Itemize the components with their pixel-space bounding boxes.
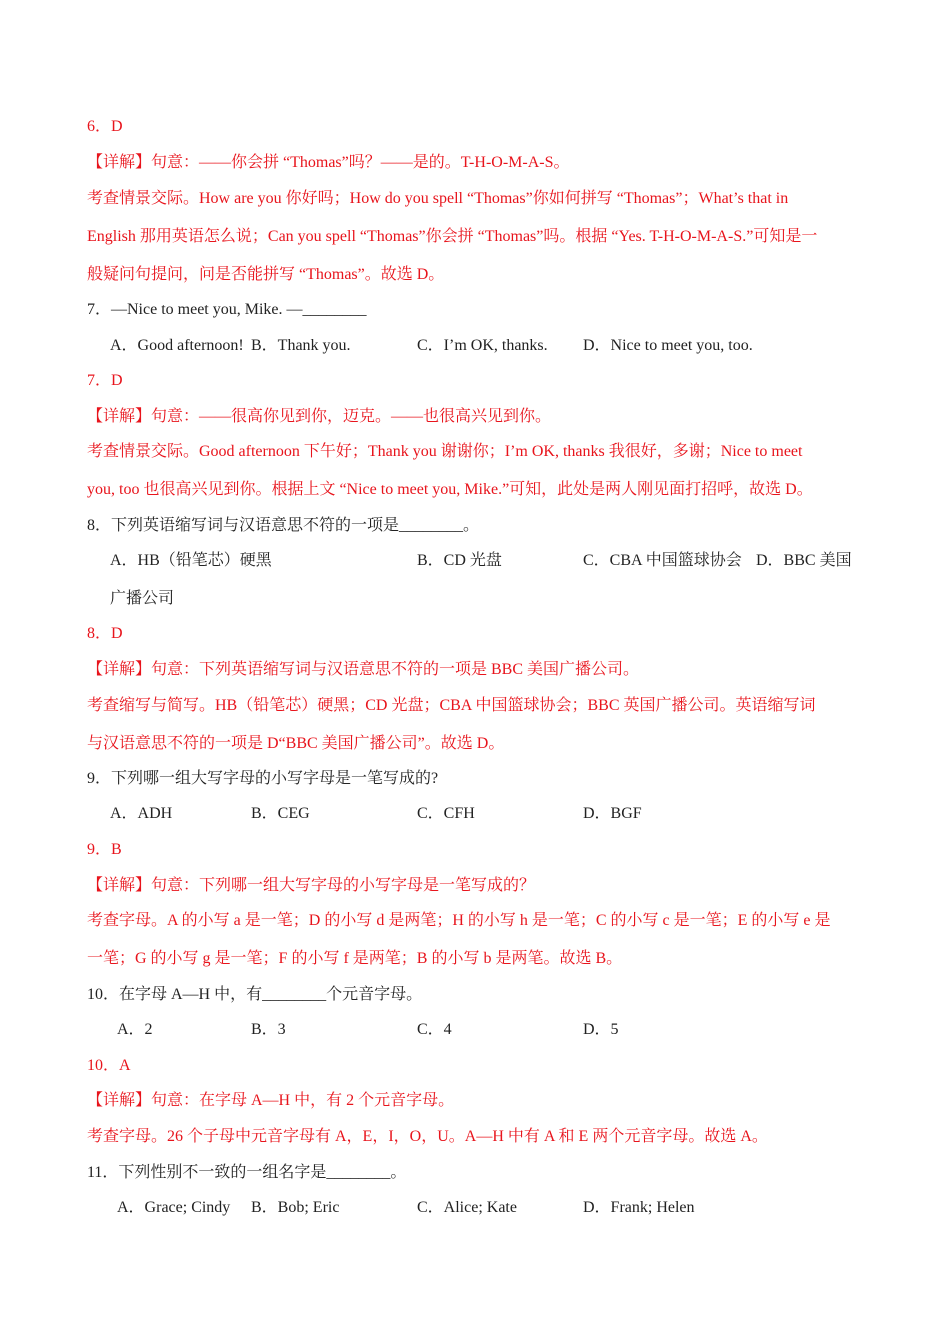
option-11b: B．Bob; Eric [251, 1199, 340, 1216]
option-8d-wrap: 广播公司 [110, 590, 175, 607]
question-11: 11．下列性别不一致的一组名字是________。 [87, 1164, 407, 1181]
option-8b: B．CD 光盘 [417, 552, 502, 569]
option-9a: A．ADH [110, 805, 173, 822]
detail-7: 【详解】句意：——很高你见到你，迈克。——也很高兴见到你。 [87, 408, 552, 425]
option-11c: C．Alice; Kate [417, 1199, 517, 1216]
detail-8: 【详解】句意：下列英语缩写词与汉语意思不符的一项是 BBC 美国广播公司。 [87, 661, 640, 678]
option-11d: D．Frank; Helen [583, 1199, 695, 1216]
explain-7-line-2: you, too 也很高兴见到你。根据上文 “Nice to meet you, Mike.”可知，此处是两人刚见面打招呼，故选 D。 [87, 481, 813, 498]
explain-6-line-3: 般疑问句提问，问是否能拼写 “Thomas”。故选 D。 [87, 266, 445, 283]
explain-8-line-1: 考查缩写与简写。HB（铅笔芯）硬黑；CD 光盘；CBA 中国篮球协会；BBC 英国广播公司。英语缩写词 [87, 697, 816, 714]
option-9c: C．CFH [417, 805, 475, 822]
question-7: 7．—Nice to meet you, Mike. —________ [87, 301, 367, 318]
explain-9-line-2: 一笔；G 的小写 g 是一笔；F 的小写 f 是两笔；B 的小写 b 是两笔。故选 B。 [87, 950, 623, 967]
detail-10: 【详解】句意：在字母 A—H 中，有 2 个元音字母。 [87, 1092, 455, 1109]
option-9d: D．BGF [583, 805, 642, 822]
explain-10-line-1: 考查字母。26 个子母中元音字母有 A，E，I，O，U。A—H 中有 A 和 E 两个元音字母。故选 A。 [87, 1128, 768, 1145]
option-7a: A．Good afternoon! [110, 337, 244, 354]
answer-10: 10．A [87, 1057, 131, 1074]
option-10c: C．4 [417, 1021, 452, 1038]
option-7b: B．Thank you. [251, 337, 351, 354]
detail-6: 【详解】句意：——你会拼 “Thomas”吗？——是的。T-H-O-M-A-S。 [87, 154, 570, 171]
option-9b: B．CEG [251, 805, 310, 822]
option-8a: A．HB（铅笔芯）硬黑 [110, 552, 272, 569]
option-11a: A．Grace; Cindy [117, 1199, 231, 1216]
option-8c: C．CBA 中国篮球协会 [583, 552, 742, 569]
question-10: 10．在字母 A—H 中，有________个元音字母。 [87, 986, 423, 1003]
option-10d: D．5 [583, 1021, 619, 1038]
detail-9: 【详解】句意：下列哪一组大写字母的小写字母是一笔写成的？ [87, 877, 536, 894]
question-9: 9．下列哪一组大写字母的小写字母是一笔写成的? [87, 770, 439, 787]
answer-9: 9．B [87, 841, 122, 858]
option-7c: C．I’m OK, thanks. [417, 337, 548, 354]
answer-6: 6．D [87, 118, 123, 135]
explain-6-line-1: 考查情景交际。How are you 你好吗；How do you spell “Thomas”你如何拼写 “Thomas”；What’s that in [87, 190, 789, 207]
option-7d: D．Nice to meet you, too. [583, 337, 753, 354]
option-10a: A．2 [117, 1021, 153, 1038]
option-10b: B．3 [251, 1021, 286, 1038]
explain-8-line-2: 与汉语意思不符的一项是 D“BBC 美国广播公司”。故选 D。 [87, 735, 505, 752]
answer-8: 8．D [87, 625, 123, 642]
answer-7: 7．D [87, 372, 123, 389]
question-8: 8．下列英语缩写词与汉语意思不符的一项是________。 [87, 517, 480, 534]
option-8d: D．BBC 美国 [756, 552, 852, 569]
explain-6-line-2: English 那用英语怎么说；Can you spell “Thomas”你会拼 “Thomas”吗。根据 “Yes. T-H-O-M-A-S.”可知是一 [87, 228, 818, 245]
explain-9-line-1: 考查字母。A 的小写 a 是一笔；D 的小写 d 是两笔；H 的小写 h 是一笔；C 的小写 c 是一笔；E 的小写 e 是 [87, 912, 831, 929]
explain-7-line-1: 考查情景交际。Good afternoon 下午好；Thank you 谢谢你；I’m OK, thanks 我很好，多谢；Nice to meet [87, 443, 803, 460]
